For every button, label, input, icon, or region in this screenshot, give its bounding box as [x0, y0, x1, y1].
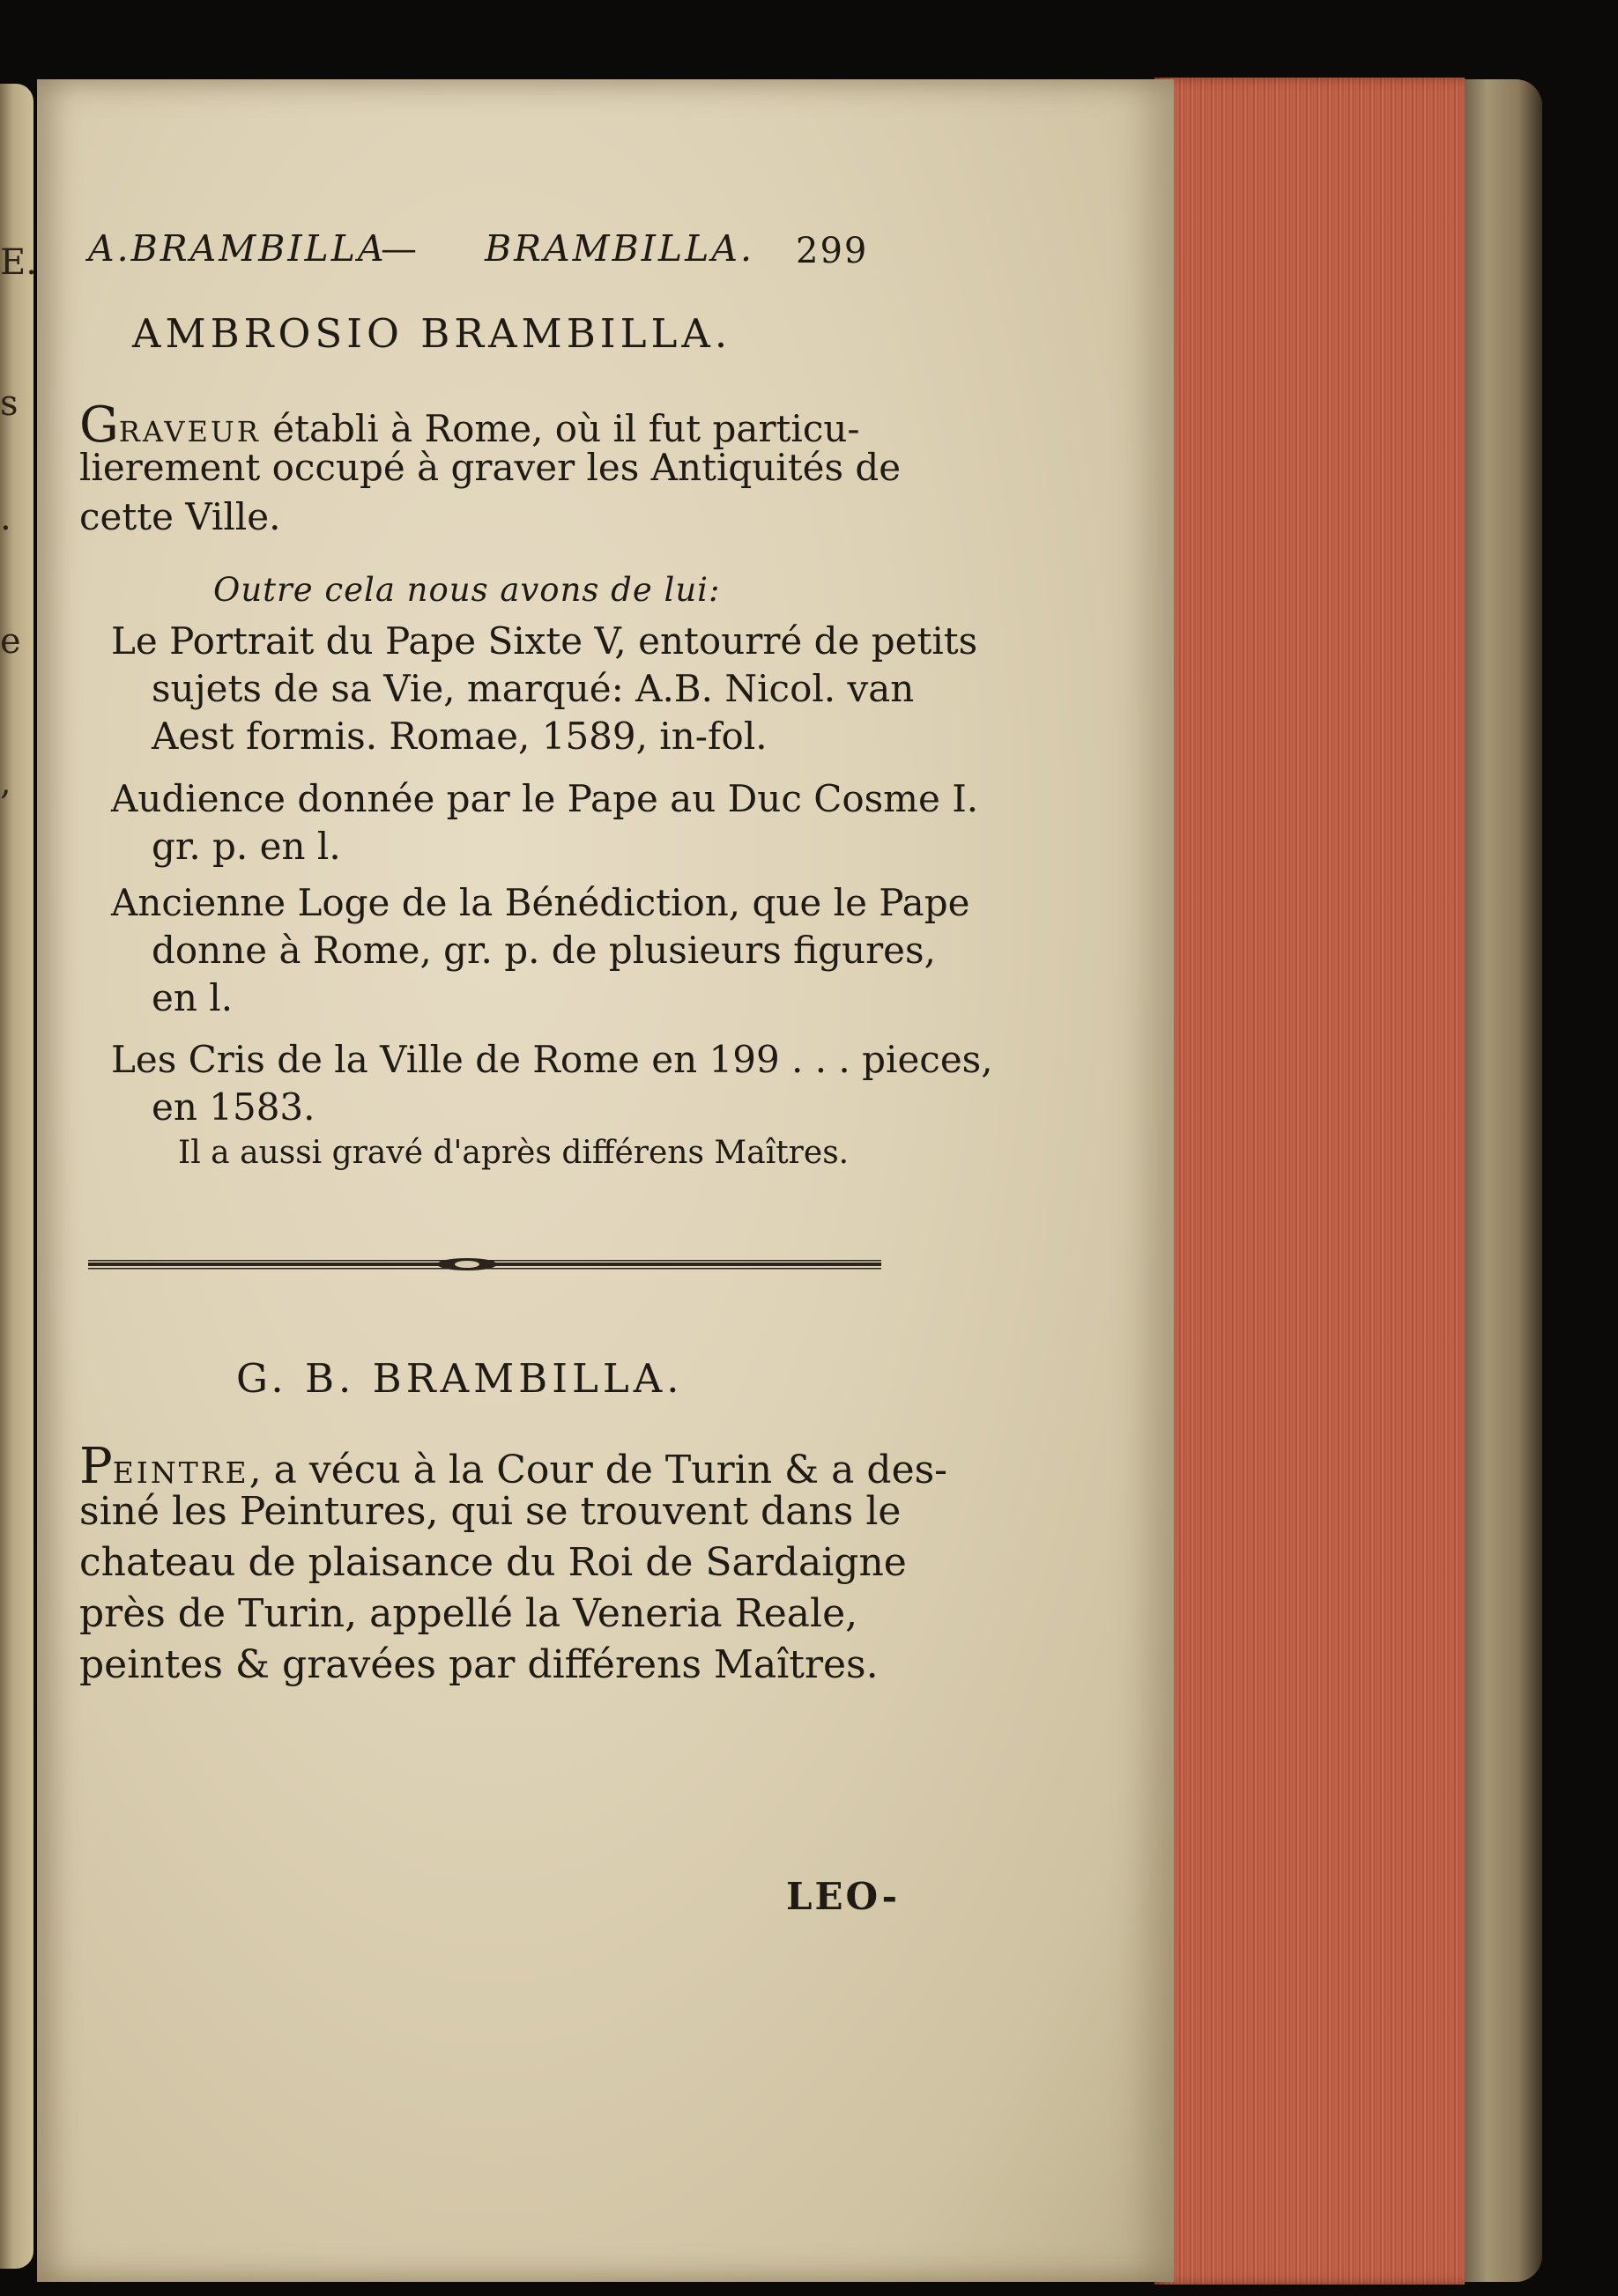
works-intro: Outre cela nous avons de lui: [213, 571, 721, 609]
page-number: 299 [796, 231, 869, 271]
entry-text-line: cette Ville. [79, 495, 281, 538]
running-header-right: BRAMBILLA. [485, 227, 755, 270]
work-line: Ancienne Loge de la Bénédiction, que le Pape [111, 881, 970, 924]
work-line: Audience donnée par le Pape au Duc Cosme I. [111, 777, 979, 820]
red-page-edges [1154, 78, 1465, 2285]
sliver-char: , [0, 762, 11, 803]
sliver-char: E. [0, 242, 37, 283]
sliver-char: s [0, 383, 19, 424]
entry-text-line: près de Turin, appellé la Veneria Reale, [79, 1591, 858, 1636]
entry-text-line: siné les Peintures, qui se trouvent dans le [79, 1489, 902, 1534]
work-line: Le Portrait du Pape Sixte V, entourré de petits [111, 619, 978, 663]
ornamental-rule [88, 1258, 881, 1270]
work-line: en 1583. [152, 1085, 315, 1129]
work-line: gr. p. en l. [152, 825, 341, 868]
previous-page-edge [0, 84, 37, 2269]
sliver-char: . [0, 498, 11, 538]
entry-text-line: PEINTRE, a vécu à la Cour de Turin & a des- [79, 1438, 948, 1495]
catchword: LEO- [786, 1875, 901, 1918]
entry-text-line: lierement occupé à graver les Antiquités de [79, 446, 902, 489]
entry-text-line: GRAVEUR établi à Rome, où il fut particu- [79, 396, 860, 454]
entry-title: AMBROSIO BRAMBILLA. [132, 310, 732, 357]
running-header-left: A.BRAMBILLA [88, 227, 387, 270]
running-header-dash: — [381, 227, 417, 270]
entry-title: G. B. BRAMBILLA. [236, 1355, 684, 1402]
entry-text-line: peintes & gravées par différens Maîtres. [79, 1642, 879, 1687]
work-line: donne à Rome, gr. p. de plusieurs figures, [152, 929, 936, 972]
work-line: en l. [152, 976, 234, 1019]
closing-note: Il a aussi gravé d'après différens Maîtres. [178, 1135, 850, 1171]
work-line: Aest formis. Romae, 1589, in-fol. [152, 715, 768, 758]
work-line: Les Cris de la Ville de Rome en 199 . . . pieces, [111, 1038, 993, 1081]
sliver-char: e [0, 621, 21, 662]
work-line: sujets de sa Vie, marqué: A.B. Nicol. van [152, 667, 915, 710]
book-spine-edge [1463, 79, 1542, 2282]
entry-text-line: chateau de plaisance du Roi de Sardaigne [79, 1540, 907, 1585]
